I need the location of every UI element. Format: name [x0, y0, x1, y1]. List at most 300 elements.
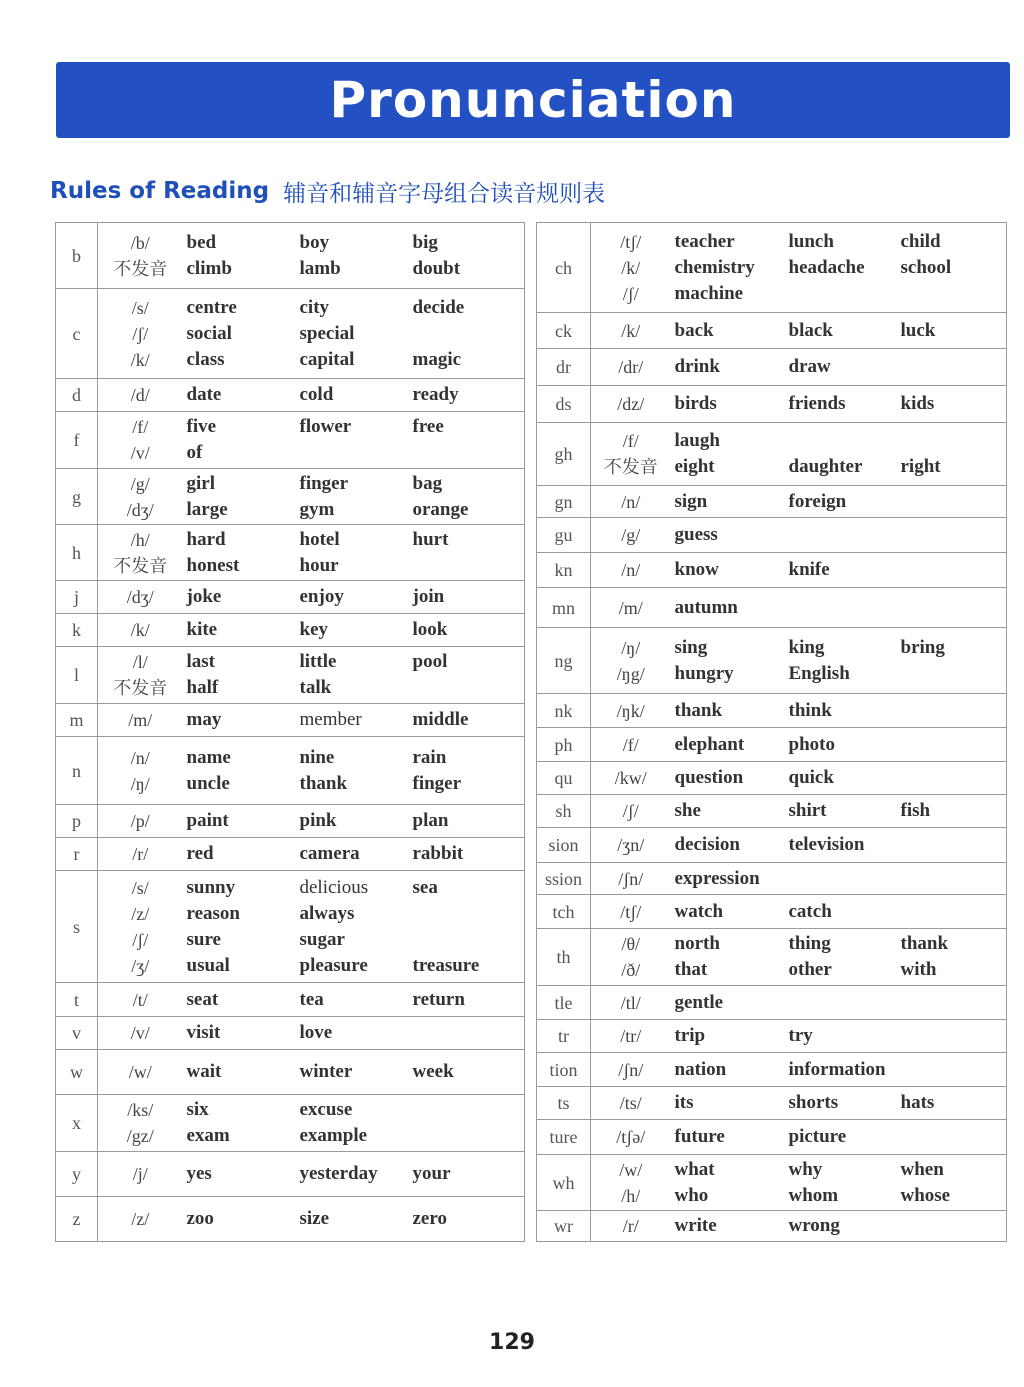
- example-cell: [296, 1050, 409, 1095]
- example-word: television: [788, 834, 865, 855]
- example-cell: [785, 553, 897, 588]
- phonetic-cell: [591, 349, 671, 386]
- example-word: joke: [186, 586, 222, 607]
- example-word: [413, 675, 525, 701]
- phonetic-symbol: /t/: [132, 989, 148, 1010]
- example-word: teacher: [674, 230, 735, 252]
- example-cell: [897, 828, 1007, 863]
- phonetic-symbol: /ʃn/: [618, 868, 644, 889]
- example-cell: [897, 386, 1007, 423]
- example-word: six: [186, 1099, 209, 1120]
- example-word: bed: [186, 231, 217, 253]
- consonant-table-right: [536, 222, 1007, 1242]
- example-word: [413, 1097, 525, 1123]
- table-row: [537, 223, 1007, 313]
- example-word: five: [186, 416, 217, 437]
- table-row: [537, 828, 1007, 863]
- letter-cell: gu: [537, 518, 591, 553]
- example-cell: [785, 863, 897, 895]
- phonetic-symbol: /n/: [621, 560, 641, 580]
- example-cell: [785, 628, 897, 694]
- example-word: [901, 866, 1007, 892]
- example-cell: [409, 412, 525, 469]
- example-word: other: [788, 959, 832, 980]
- letter-cell: qu: [537, 762, 591, 795]
- table-row: [537, 762, 1007, 795]
- example-word: delicious: [299, 876, 369, 898]
- letter-cell: ds: [537, 386, 591, 423]
- phonetic-symbol: /k/: [130, 349, 150, 370]
- phonetic-cell: [98, 412, 183, 469]
- example-word: foreign: [788, 490, 847, 512]
- letter-cell: tch: [537, 895, 591, 929]
- example-word: ready: [412, 384, 459, 405]
- phonetic-symbol: /ʒ/: [131, 955, 150, 976]
- example-cell: [296, 647, 409, 704]
- phonetic-symbol: 不发音: [113, 678, 168, 698]
- example-cell: [897, 553, 1007, 588]
- example-word: capital: [299, 348, 355, 370]
- letter-cell: g: [56, 469, 98, 525]
- example-word: centre: [186, 296, 237, 318]
- example-word: special: [299, 322, 355, 344]
- example-word: [901, 354, 1007, 380]
- example-cell: [785, 423, 897, 486]
- example-word: thank: [900, 933, 949, 954]
- example-cell: [409, 1197, 525, 1242]
- phonetic-symbol: /r/: [132, 844, 149, 864]
- letter-cell: z: [56, 1197, 98, 1242]
- phonetic-cell: [591, 986, 671, 1020]
- example-word: daughter: [788, 456, 863, 477]
- example-cell: [671, 588, 785, 628]
- letter-cell: tr: [537, 1020, 591, 1053]
- example-cell: [671, 728, 785, 762]
- letter-cell: c: [56, 289, 98, 379]
- example-word: size: [299, 1208, 330, 1229]
- example-cell: [785, 828, 897, 863]
- example-word: [901, 765, 1007, 791]
- example-word: [300, 440, 409, 466]
- example-cell: [785, 1020, 897, 1053]
- letter-cell: m: [56, 704, 98, 737]
- example-cell: [897, 1155, 1007, 1211]
- example-cell: [296, 838, 409, 871]
- example-cell: [785, 1087, 897, 1120]
- example-word: lunch: [788, 230, 834, 252]
- example-cell: [296, 983, 409, 1017]
- phonetic-symbol: /ʃn/: [618, 1059, 644, 1080]
- example-cell: [897, 694, 1007, 728]
- example-cell: [296, 805, 409, 838]
- example-word: visit: [186, 1022, 221, 1043]
- phonetic-symbol: /v/: [130, 443, 150, 463]
- example-word: child: [900, 230, 941, 252]
- example-word: [413, 321, 525, 347]
- example-word: enjoy: [299, 586, 344, 607]
- example-word: [901, 1213, 1007, 1239]
- example-cell: [671, 349, 785, 386]
- example-word: rain: [412, 746, 447, 768]
- example-word: whom: [788, 1184, 839, 1206]
- letter-cell: b: [56, 223, 98, 289]
- phonetic-cell: [591, 795, 671, 828]
- example-cell: [296, 412, 409, 469]
- example-cell: [183, 581, 296, 614]
- phonetic-symbol: /dʒ/: [126, 499, 154, 520]
- example-word: picture: [788, 1126, 847, 1147]
- table-row: [537, 553, 1007, 588]
- letter-cell: y: [56, 1152, 98, 1197]
- example-cell: [183, 647, 296, 704]
- example-cell: [785, 694, 897, 728]
- example-cell: [183, 983, 296, 1017]
- example-cell: [897, 588, 1007, 628]
- phonetic-symbol: /ŋg/: [616, 663, 645, 684]
- example-word: [901, 1124, 1007, 1150]
- example-cell: [671, 895, 785, 929]
- letter-cell: gn: [537, 486, 591, 518]
- example-word: question: [674, 767, 744, 788]
- letter-cell: dr: [537, 349, 591, 386]
- example-cell: [296, 289, 409, 379]
- phonetic-cell: [591, 1211, 671, 1242]
- example-word: laugh: [674, 430, 720, 451]
- phonetic-cell: [591, 1120, 671, 1155]
- example-cell: [785, 588, 897, 628]
- example-word: pool: [412, 651, 448, 672]
- phonetic-symbol: /ð/: [621, 960, 641, 980]
- phonetic-symbol: /z/: [131, 1209, 150, 1229]
- example-word: middle: [412, 709, 469, 730]
- phonetic-symbol: /h/: [621, 1185, 641, 1206]
- phonetic-symbol: /z/: [131, 903, 150, 924]
- example-word: [413, 553, 525, 579]
- phonetic-symbol: /k/: [621, 320, 641, 341]
- example-word: wait: [186, 1061, 222, 1082]
- example-word: large: [186, 498, 228, 520]
- table-row: [56, 379, 525, 412]
- example-word: city: [299, 296, 330, 318]
- example-cell: [897, 895, 1007, 929]
- example-cell: [785, 795, 897, 828]
- phonetic-symbol: /dz/: [617, 394, 645, 414]
- phonetic-symbol: /b/: [130, 232, 150, 253]
- table-row: [537, 929, 1007, 986]
- phonetic-cell: [98, 581, 183, 614]
- example-word: rabbit: [412, 843, 464, 864]
- example-word: [413, 1123, 525, 1149]
- example-cell: [183, 805, 296, 838]
- table-row: [537, 1155, 1007, 1211]
- example-word: [413, 440, 525, 466]
- example-cell: [785, 929, 897, 986]
- phonetic-symbol: /f/: [622, 734, 639, 755]
- example-word: [789, 522, 897, 548]
- example-word: cold: [299, 384, 334, 405]
- phonetic-symbol: /ʒn/: [617, 835, 645, 855]
- letter-cell: ture: [537, 1120, 591, 1155]
- phonetic-symbol: /tʃ/: [620, 901, 642, 922]
- example-word: bring: [900, 636, 945, 658]
- example-word: [789, 428, 897, 454]
- example-cell: [183, 1095, 296, 1152]
- phonetic-cell: [98, 469, 183, 525]
- example-word: pink: [299, 810, 337, 831]
- example-word: always: [299, 902, 355, 924]
- example-cell: [671, 223, 785, 313]
- letter-cell: tion: [537, 1053, 591, 1087]
- table-row: [537, 1120, 1007, 1155]
- phonetic-symbol: /kw/: [614, 768, 647, 788]
- example-cell: [785, 895, 897, 929]
- example-word: climb: [186, 257, 232, 279]
- example-word: doubt: [412, 257, 461, 279]
- example-word: when: [900, 1158, 944, 1180]
- example-word: uncle: [186, 772, 230, 794]
- phonetic-cell: [98, 737, 183, 805]
- example-word: [789, 595, 897, 621]
- example-cell: [183, 1197, 296, 1242]
- example-word: draw: [788, 356, 831, 377]
- example-word: of: [186, 442, 203, 463]
- example-cell: [897, 628, 1007, 694]
- example-cell: [897, 1087, 1007, 1120]
- table-row: [537, 423, 1007, 486]
- example-word: key: [299, 619, 328, 640]
- example-word: [901, 595, 1007, 621]
- example-word: example: [299, 1125, 368, 1146]
- example-word: king: [788, 636, 825, 658]
- letter-cell: d: [56, 379, 98, 412]
- example-cell: [785, 986, 897, 1020]
- phonetic-cell: [591, 588, 671, 628]
- example-cell: [785, 386, 897, 423]
- section-heading-english: Rules of Reading: [50, 178, 270, 204]
- example-word: chemistry: [674, 256, 755, 278]
- example-word: try: [788, 1025, 813, 1046]
- phonetic-symbol: /ŋ/: [621, 637, 641, 658]
- table-row: [537, 694, 1007, 728]
- table-row: [56, 469, 525, 525]
- example-word: she: [674, 800, 701, 821]
- example-cell: [409, 1095, 525, 1152]
- phonetic-symbol: /ʃ/: [622, 801, 639, 821]
- phonetic-symbol: /r/: [622, 1216, 639, 1236]
- phonetic-symbol: /l/: [132, 652, 148, 672]
- example-cell: [671, 929, 785, 986]
- table-row: [56, 614, 525, 647]
- example-cell: [671, 795, 785, 828]
- example-word: flower: [299, 416, 352, 437]
- phonetic-cell: [591, 1087, 671, 1120]
- phonetic-symbol: /k/: [130, 620, 150, 640]
- phonetic-cell: [591, 929, 671, 986]
- phonetic-cell: [98, 647, 183, 704]
- example-cell: [785, 223, 897, 313]
- example-cell: [671, 1020, 785, 1053]
- phonetic-cell: [591, 386, 671, 423]
- example-word: catch: [788, 900, 832, 922]
- example-cell: [897, 863, 1007, 895]
- example-cell: [671, 828, 785, 863]
- example-word: why: [788, 1158, 823, 1180]
- phonetic-symbol: /s/: [131, 297, 149, 318]
- phonetic-cell: [591, 223, 671, 313]
- phonetic-cell: [98, 289, 183, 379]
- phonetic-cell: [591, 423, 671, 486]
- phonetic-cell: [98, 223, 183, 289]
- phonetic-symbol: /k/: [621, 257, 641, 278]
- phonetic-symbol: /f/: [622, 431, 639, 451]
- example-cell: [183, 379, 296, 412]
- example-cell: [409, 469, 525, 525]
- table-row: [537, 895, 1007, 929]
- example-word: orange: [412, 498, 469, 520]
- phonetic-symbol: /m/: [618, 597, 643, 618]
- example-word: half: [186, 677, 219, 698]
- example-word: [901, 428, 1007, 454]
- letter-cell: mn: [537, 588, 591, 628]
- example-word: with: [900, 959, 937, 980]
- example-word: last: [186, 651, 215, 672]
- example-word: trip: [674, 1025, 706, 1046]
- phonetic-symbol: /f/: [132, 417, 149, 437]
- example-cell: [409, 1050, 525, 1095]
- example-word: decision: [674, 834, 740, 855]
- table-row: [537, 588, 1007, 628]
- phonetic-cell: [591, 728, 671, 762]
- phonetic-cell: [591, 1053, 671, 1087]
- example-cell: [409, 805, 525, 838]
- example-word: nine: [299, 746, 335, 768]
- example-word: exam: [186, 1125, 230, 1146]
- example-cell: [409, 525, 525, 581]
- table-row: [56, 1152, 525, 1197]
- example-word: sing: [674, 636, 708, 658]
- example-cell: [671, 423, 785, 486]
- example-word: sure: [186, 928, 221, 950]
- table-row: [56, 223, 525, 289]
- table-row: [537, 518, 1007, 553]
- example-word: its: [674, 1092, 694, 1113]
- example-cell: [409, 1152, 525, 1197]
- example-cell: [785, 349, 897, 386]
- example-word: [789, 281, 897, 307]
- table-row: [56, 704, 525, 737]
- example-cell: [785, 728, 897, 762]
- example-word: gym: [299, 498, 335, 520]
- example-word: name: [186, 746, 231, 768]
- example-cell: [671, 1211, 785, 1242]
- example-word: nation: [674, 1058, 727, 1080]
- phonetic-cell: [98, 1050, 183, 1095]
- example-cell: [897, 762, 1007, 795]
- letter-cell: t: [56, 983, 98, 1017]
- example-cell: [409, 614, 525, 647]
- table-row: [56, 1017, 525, 1050]
- example-word: excuse: [299, 1099, 353, 1120]
- example-word: finger: [299, 472, 349, 494]
- letter-cell: ph: [537, 728, 591, 762]
- letter-cell: wh: [537, 1155, 591, 1211]
- phonetic-cell: [591, 486, 671, 518]
- example-cell: [897, 795, 1007, 828]
- phonetic-symbol: /ʃ/: [622, 283, 639, 304]
- example-cell: [409, 871, 525, 983]
- example-word: think: [788, 699, 832, 721]
- example-cell: [897, 1120, 1007, 1155]
- letter-cell: r: [56, 838, 98, 871]
- phonetic-symbol: /dr/: [618, 357, 644, 377]
- example-cell: [296, 379, 409, 412]
- example-word: zoo: [186, 1208, 214, 1229]
- example-cell: [897, 1020, 1007, 1053]
- example-word: friends: [788, 393, 846, 414]
- table-row: [537, 1211, 1007, 1242]
- example-cell: [897, 1211, 1007, 1242]
- example-word: red: [186, 843, 214, 864]
- example-cell: [671, 518, 785, 553]
- phonetic-symbol: /w/: [128, 1062, 152, 1082]
- example-word: reason: [186, 902, 240, 924]
- example-cell: [296, 525, 409, 581]
- example-word: north: [674, 933, 720, 954]
- example-word: pleasure: [299, 954, 368, 976]
- phonetic-symbol: /tr/: [620, 1026, 642, 1046]
- example-word: photo: [788, 733, 835, 755]
- phonetic-symbol: /h/: [130, 529, 150, 550]
- phonetic-cell: [98, 1095, 183, 1152]
- example-word: whose: [900, 1184, 951, 1206]
- letter-cell: f: [56, 412, 98, 469]
- letter-cell: sh: [537, 795, 591, 828]
- example-word: [901, 698, 1007, 724]
- example-cell: [183, 1152, 296, 1197]
- letter-cell: gh: [537, 423, 591, 486]
- example-word: tea: [299, 988, 324, 1010]
- example-cell: [671, 762, 785, 795]
- table-row: [56, 1095, 525, 1152]
- example-word: [901, 732, 1007, 758]
- example-word: guess: [674, 524, 718, 545]
- example-cell: [671, 313, 785, 349]
- example-word: headache: [788, 256, 865, 278]
- example-cell: [296, 1017, 409, 1050]
- example-word: [901, 661, 1007, 687]
- example-cell: [409, 737, 525, 805]
- example-word: machine: [674, 282, 744, 304]
- example-word: sea: [412, 876, 438, 898]
- example-word: [901, 1023, 1007, 1049]
- phonetic-symbol: /ts/: [619, 1093, 642, 1113]
- phonetic-symbol: /v/: [130, 1023, 150, 1043]
- phonetic-symbol: 不发音: [113, 258, 168, 279]
- example-word: shorts: [788, 1092, 839, 1113]
- letter-cell: ch: [537, 223, 591, 313]
- example-word: seat: [186, 988, 219, 1010]
- example-word: class: [186, 348, 225, 370]
- example-cell: [296, 737, 409, 805]
- phonetic-symbol: /gz/: [126, 1126, 154, 1146]
- example-cell: [785, 1211, 897, 1242]
- example-word: knife: [788, 559, 830, 580]
- example-word: future: [674, 1126, 725, 1147]
- example-word: thing: [788, 933, 831, 954]
- example-word: treasure: [412, 954, 480, 976]
- page-number: 129: [489, 1330, 535, 1355]
- example-cell: [409, 289, 525, 379]
